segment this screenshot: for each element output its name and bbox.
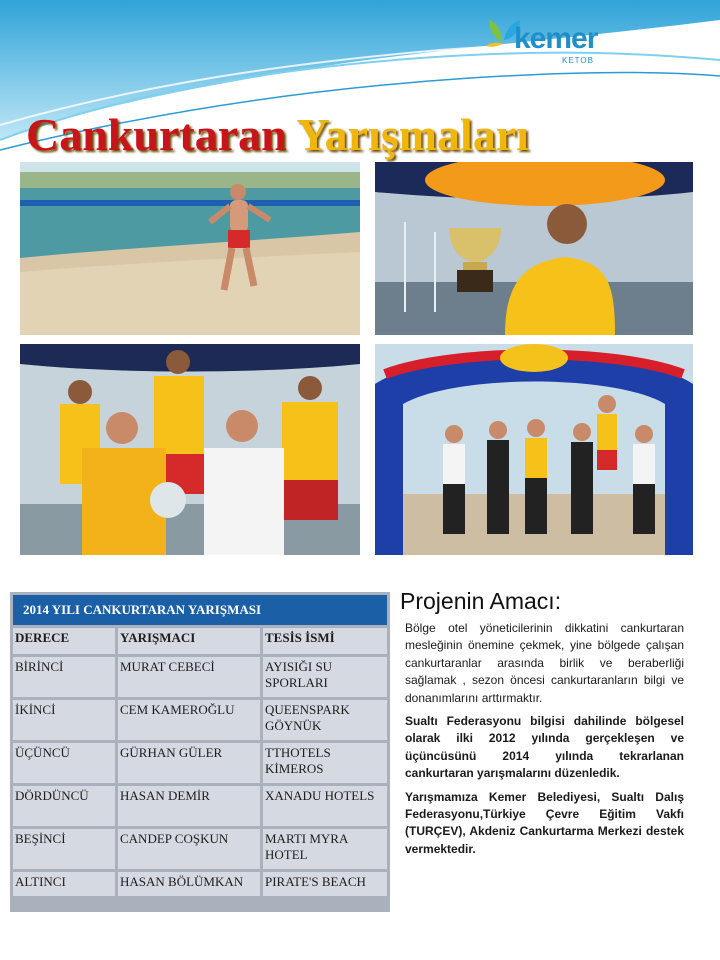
facility-cell: PIRATE'S BEACH xyxy=(263,872,387,896)
column-header-competitor: YARIŞMACI xyxy=(118,628,260,654)
logo-wordmark: kemer xyxy=(514,22,598,55)
table-row xyxy=(13,743,387,783)
photo-group-under-arch xyxy=(375,344,693,555)
facility-cell: AYISIĞI SU SPORLARI xyxy=(263,657,387,697)
rank-cell: ÜÇÜNCÜ xyxy=(13,743,115,783)
title-word-cankurtaran: Cankurtaran xyxy=(26,109,287,160)
page-title xyxy=(26,108,529,161)
competitor-cell: CANDEP COŞKUN xyxy=(118,829,260,869)
competitor-cell: GÜRHAN GÜLER xyxy=(118,743,260,783)
table-row xyxy=(13,700,387,740)
rank-cell: DÖRDÜNCÜ xyxy=(13,786,115,826)
rank-cell: BİRİNCİ xyxy=(13,657,115,697)
project-purpose-title: Projenin Amacı: xyxy=(400,588,562,614)
table-row xyxy=(13,829,387,869)
project-paragraph-1: Bölge otel yöneticilerinin dikkatini cankurtaran mesleğinin önemine çekmek, yine bölgede çalışan cankurtaranlar arasında birlik ve beraberliği sağlamak , sezon öncesi cankurtaranların bilgi ve donanımlarını arttırmaktır. xyxy=(405,621,684,705)
table-row xyxy=(13,657,387,697)
facility-cell: XANADU HOTELS xyxy=(263,786,387,826)
facility-cell: QUEENSPARK GÖYNÜK xyxy=(263,700,387,740)
column-header-facility: TESİS İSMİ xyxy=(263,628,387,654)
rank-cell: BEŞİNCİ xyxy=(13,829,115,869)
competitor-cell: HASAN BÖLÜMKAN xyxy=(118,872,260,896)
project-purpose-body xyxy=(405,620,684,864)
rank-cell: ALTINCI xyxy=(13,872,115,896)
results-table xyxy=(10,592,390,912)
facility-cell: TTHOTELS KİMEROS xyxy=(263,743,387,783)
project-paragraph-2: Sualtı Federasyonu bilgisi dahilinde bölgesel olarak ilki 2012 yılında gerçekleşen ve üçüncüsünü 2014 yılında tekrarlanan cankurtaran yarışmalarını düzenledik. xyxy=(405,714,684,781)
column-header-rank: DERECE xyxy=(13,628,115,654)
results-table-heading: 2014 YILI CANKURTARAN YARIŞMASI xyxy=(13,595,387,625)
competitor-cell: HASAN DEMİR xyxy=(118,786,260,826)
table-row xyxy=(13,786,387,826)
competitor-cell: MURAT CEBECİ xyxy=(118,657,260,697)
title-word-yarismalari: Yarışmaları xyxy=(296,109,530,160)
photo-trophy-winner xyxy=(375,162,693,335)
facility-cell: MARTI MYRA HOTEL xyxy=(263,829,387,869)
rank-cell: İKİNCİ xyxy=(13,700,115,740)
kemer-logo xyxy=(478,8,618,72)
table-row xyxy=(13,872,387,896)
photo-beach-run xyxy=(20,162,360,335)
photo-award-ceremony xyxy=(20,344,360,555)
project-paragraph-3: Yarışmamıza Kemer Belediyesi, Sualtı Dalış Federasyonu,Türkiye Çevre Eğitim Vakfı (TURÇEV), Akdeniz Cankurtarma Merkezi destek vermektedir. xyxy=(405,789,684,856)
logo-subtitle: KETOB xyxy=(562,56,594,65)
competitor-cell: CEM KAMEROĞLU xyxy=(118,700,260,740)
